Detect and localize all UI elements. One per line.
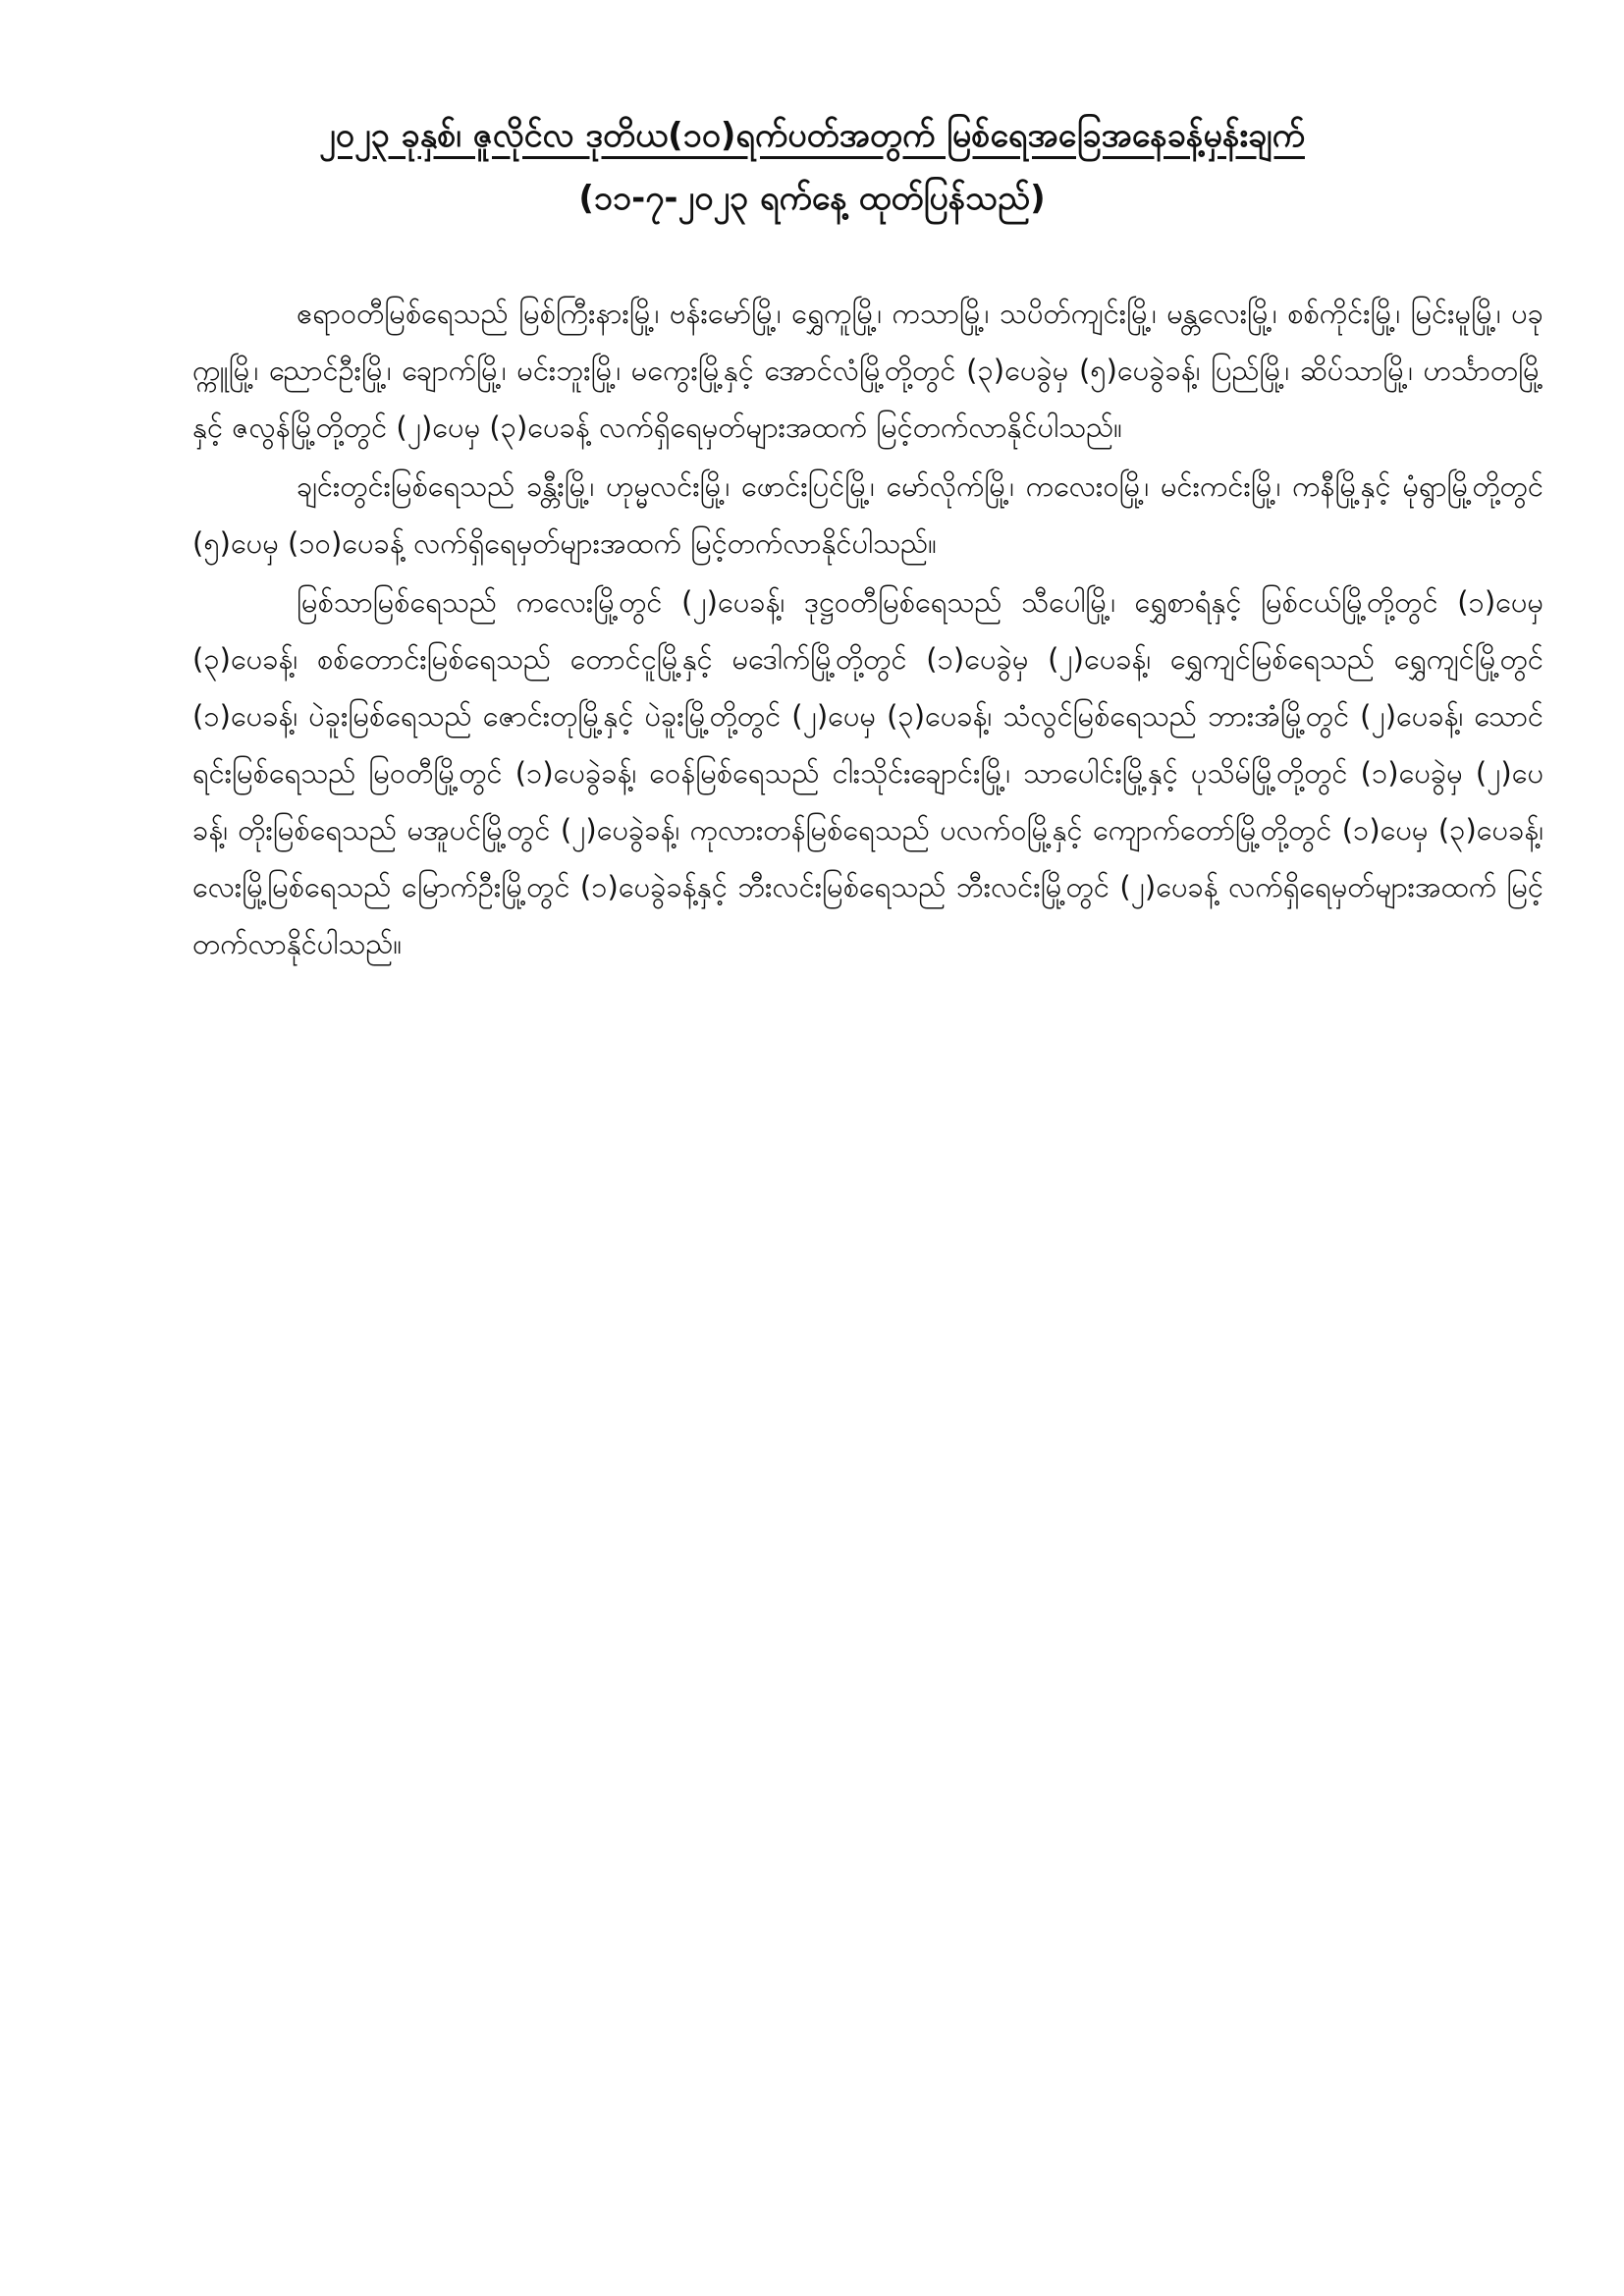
paragraph-other-rivers: မြစ်သာမြစ်ရေသည် ကလေးမြို့တွင် (၂)ပေခန့်၊ ဒုဋ္ဌဝတီမြစ်ရေသည် သီပေါမြို့၊ ရွှေစာရံနှင့် မြစ်ငယ်မြို့တို့တွင် (၁)ပေမှ (၃)ပေခန့်၊ စစ်တောင်းမြစ်ရေသည် တောင်ငူမြို့နှင့် မဒေါက်မြို့တို့တွင် (၁)ပေခွဲမှ (၂)ပေခန့်၊ ရွှေကျင်မြစ်ရေသည် ရွှေကျင်မြို့တွင် (၁)ပေခန့်၊ ပဲခူးမြစ်ရေသည် ဇောင်းတုမြို့နှင့် ပဲခူးမြို့တို့တွင် (၂)ပေမှ (၃)ပေခန့်၊ သံလွင်မြစ်ရေသည် ဘားအံမြို့တွင် (၂)ပေခန့်၊ သောင်ရင်းမြစ်ရေသည် မြဝတီမြို့တွင် (၁)ပေခွဲခန့်၊ ဝေန်မြစ်ရေသည် ငါးသိုင်းချောင်းမြို့၊ သာပေါင်းမြို့နှင့် ပုသိမ်မြို့တို့တွင် (၁)ပေခွဲမှ (၂)ပေခန့်၊ တိုးမြစ်ရေသည် မအူပင်မြို့တွင် (၂)ပေခွဲခန့်၊ ကုလားတန်မြစ်ရေသည် ပလက်ဝမြို့နှင့် ကျောက်တော်မြို့တို့တွင် (၁)ပေမှ (၃)ပေခန့်၊ လေးမြို့မြစ်ရေသည် မြောက်ဦးမြို့တွင် (၁)ပေခွဲခန့်နှင့် ဘီးလင်းမြစ်ရေသည် ဘီးလင်းမြို့တွင် (၂)ပေခန့် လက်ရှိရေမှတ်များအထက် မြင့်တက်လာနိုင်ပါသည်။	[192, 585, 1543, 960]
document-subtitle: (၁၁-၇-၂၀၂၃ ရက်နေ့ ထုတ်ပြန်သည်)	[578, 179, 1046, 218]
document-body	[192, 285, 1543, 974]
paragraph-chindwin: ချင်းတွင်းမြစ်ရေသည် ခန္တီးမြို့၊ ဟုမ္မလင်းမြို့၊ ဖောင်းပြင်မြို့၊ မော်လိုက်မြို့၊ ကလေးဝမြို့၊ မင်းကင်းမြို့၊ ကနီမြို့နှင့် မုံရွာမြို့တို့တွင် (၅)ပေမှ (၁၀)ပေခန့် လက်ရှိရေမှတ်များအထက် မြင့်တက်လာနိုင်ပါသည်။	[192, 469, 1543, 560]
paragraph-ayeyarwady: ဧရာဝတီမြစ်ရေသည် မြစ်ကြီးနားမြို့၊ ဗန်းမော်မြို့၊ ရွှေကူမြို့၊ ကသာမြို့၊ သပိတ်ကျင်းမြို့၊ မန္တလေးမြို့၊ စစ်ကိုင်းမြို့၊ မြင်းမူမြို့၊ ပခုက္ကူမြို့၊ ညောင်ဦးမြို့၊ ချောက်မြို့၊ မင်းဘူးမြို့၊ မကွေးမြို့နှင့် အောင်လံမြို့တို့တွင် (၃)ပေခွဲမှ (၅)ပေခွဲခန့်၊ ပြည်မြို့၊ ဆိပ်သာမြို့၊ ဟင်္သာတမြို့နှင့် ဇလွန်မြို့တို့တွင် (၂)ပေမှ (၃)ပေခန့် လက်ရှိရေမှတ်များအထက် မြင့်တက်လာနိုင်ပါသည်။	[192, 297, 1543, 444]
document-title: ၂၀၂၃ ခုနှစ်၊ ဇူလိုင်လ ဒုတိယ(၁၀)ရက်ပတ်အတွက် မြစ်ရေအခြေအနေခန့်မှန်းချက်	[319, 116, 1305, 155]
